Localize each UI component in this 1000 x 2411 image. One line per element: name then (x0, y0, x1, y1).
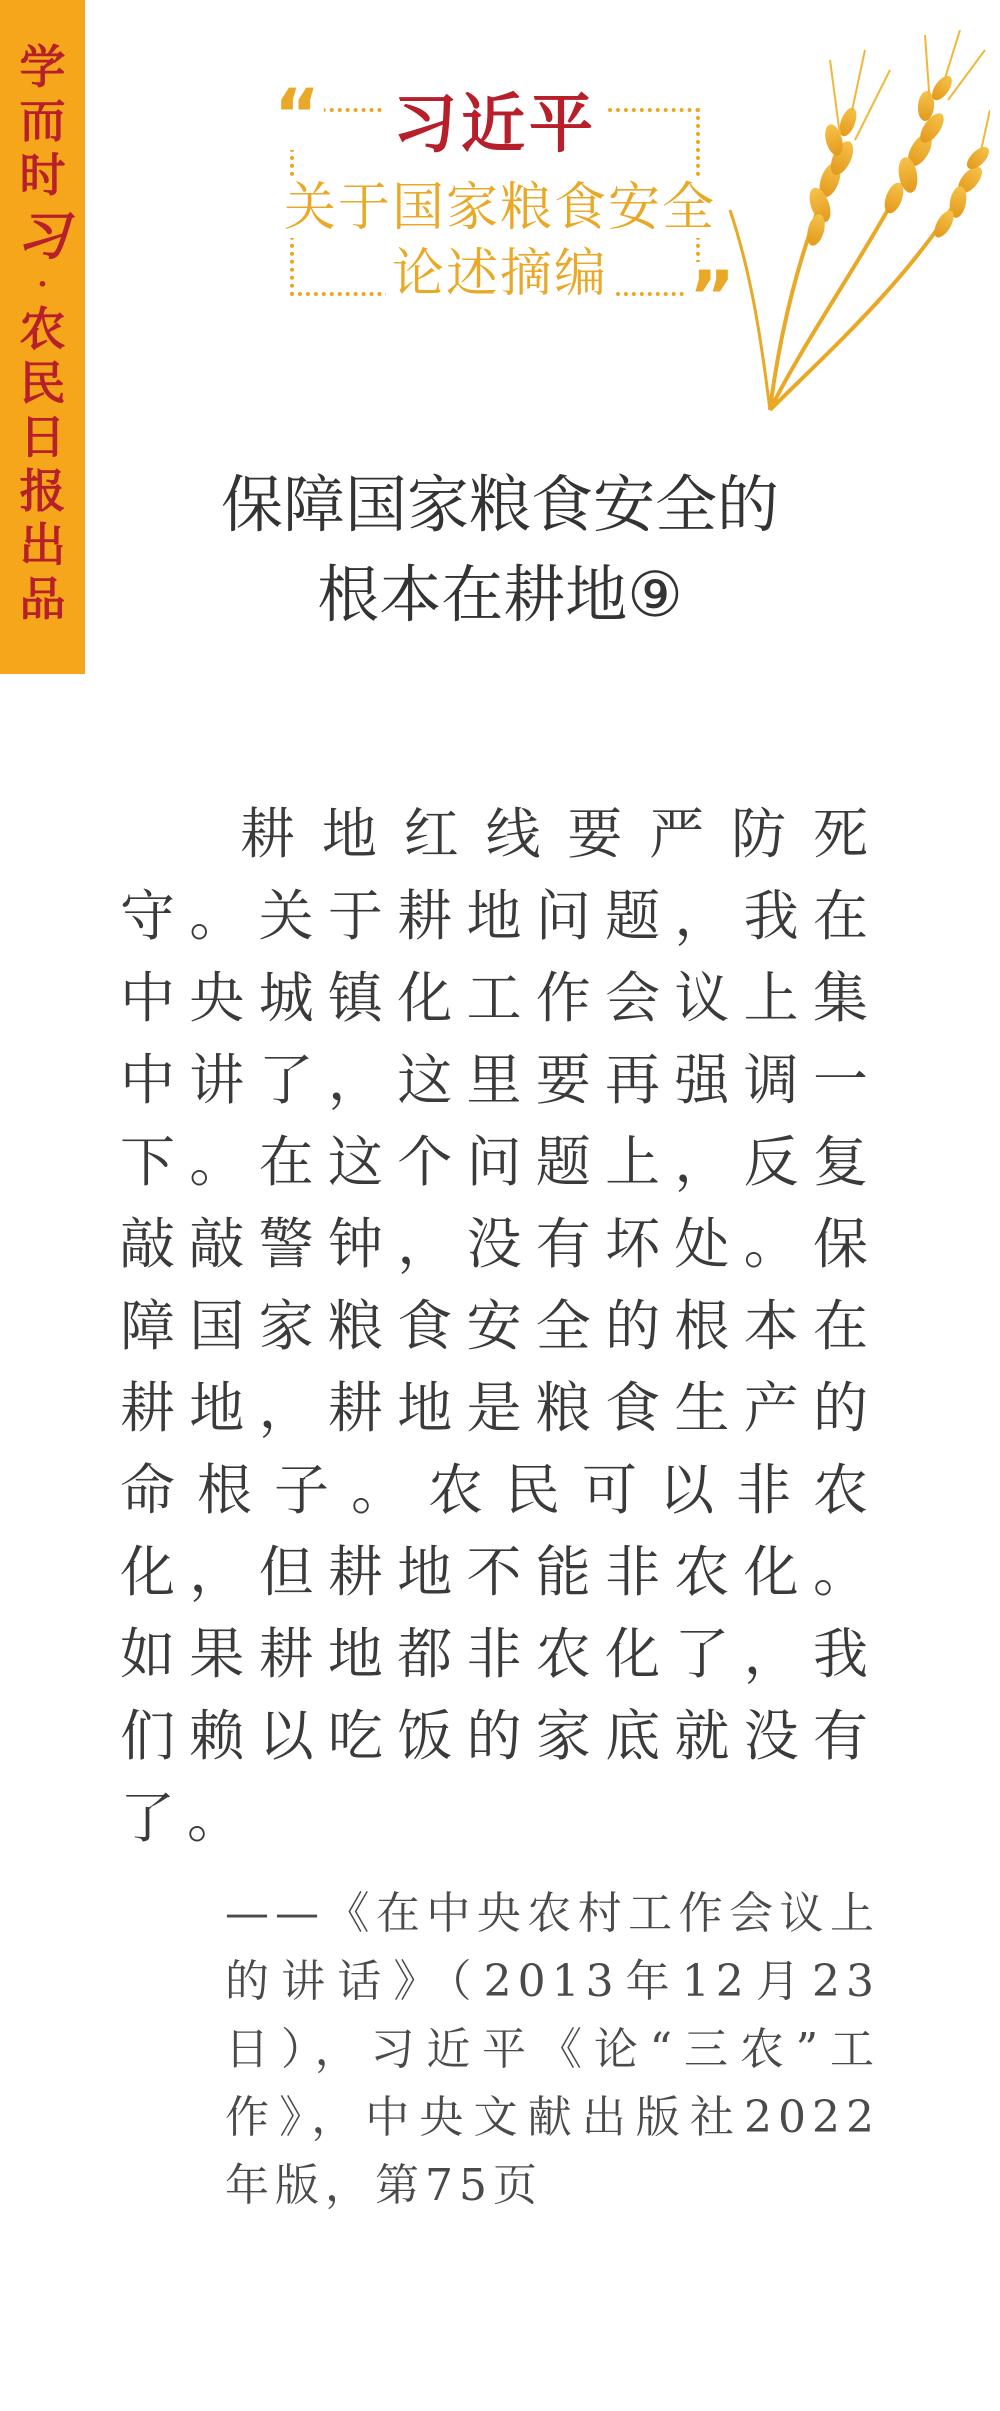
header-subtitle-line1-text: 关于国家粮食安全 (278, 178, 722, 238)
side-banner-char: 日 (19, 410, 66, 464)
header-subtitle-line2-text: 论述摘编 (386, 244, 614, 304)
article-body: 耕地红线要严防死守。关于耕地问题，我在中央城镇化工作会议上集中讲了，这里要再强调一下。在这个问题上，反复敲敲警钟，没有坏处。保障国家粮食安全的根本在耕地，耕地是粮食生产的命根子。农民可以非农化，但耕地不能非农化。如果耕地都非农化了，我们赖以吃饭的家底就没有了。 (120, 802, 880, 1850)
side-banner-xi-char: 习 (16, 206, 69, 267)
side-banner-char: 报 (19, 464, 66, 518)
side-banner-char: 农 (19, 302, 66, 356)
article-citation: ——《在中央农村工作会议上的讲话》（2013年12月23日），习近平《论“三农”工作》，中央文献出版社2022年版，第75页 (225, 1888, 880, 2211)
article-title-line1: 保障国家粮食安全的 (220, 468, 779, 541)
side-banner-char: 品 (19, 572, 66, 626)
side-banner-char: 民 (19, 356, 66, 410)
article-title-line2: 根本在耕地⑨ (317, 558, 683, 631)
header-name (295, 90, 695, 160)
side-banner-char: 时 (19, 148, 66, 202)
header-subtitle-line1 (240, 178, 760, 238)
header-close-quote: ” (685, 262, 739, 332)
header-name-text: 习近平 (383, 88, 607, 162)
header-open-quote: “ (270, 80, 324, 150)
side-banner-char: 出 (19, 518, 66, 572)
side-banner-separator: · (37, 267, 48, 302)
side-banner (0, 0, 85, 674)
header-subtitle-line2 (240, 244, 760, 304)
side-banner-char: 学 (19, 40, 66, 94)
side-banner-char: 而 (19, 94, 66, 148)
wheat-illustration (690, 30, 990, 430)
